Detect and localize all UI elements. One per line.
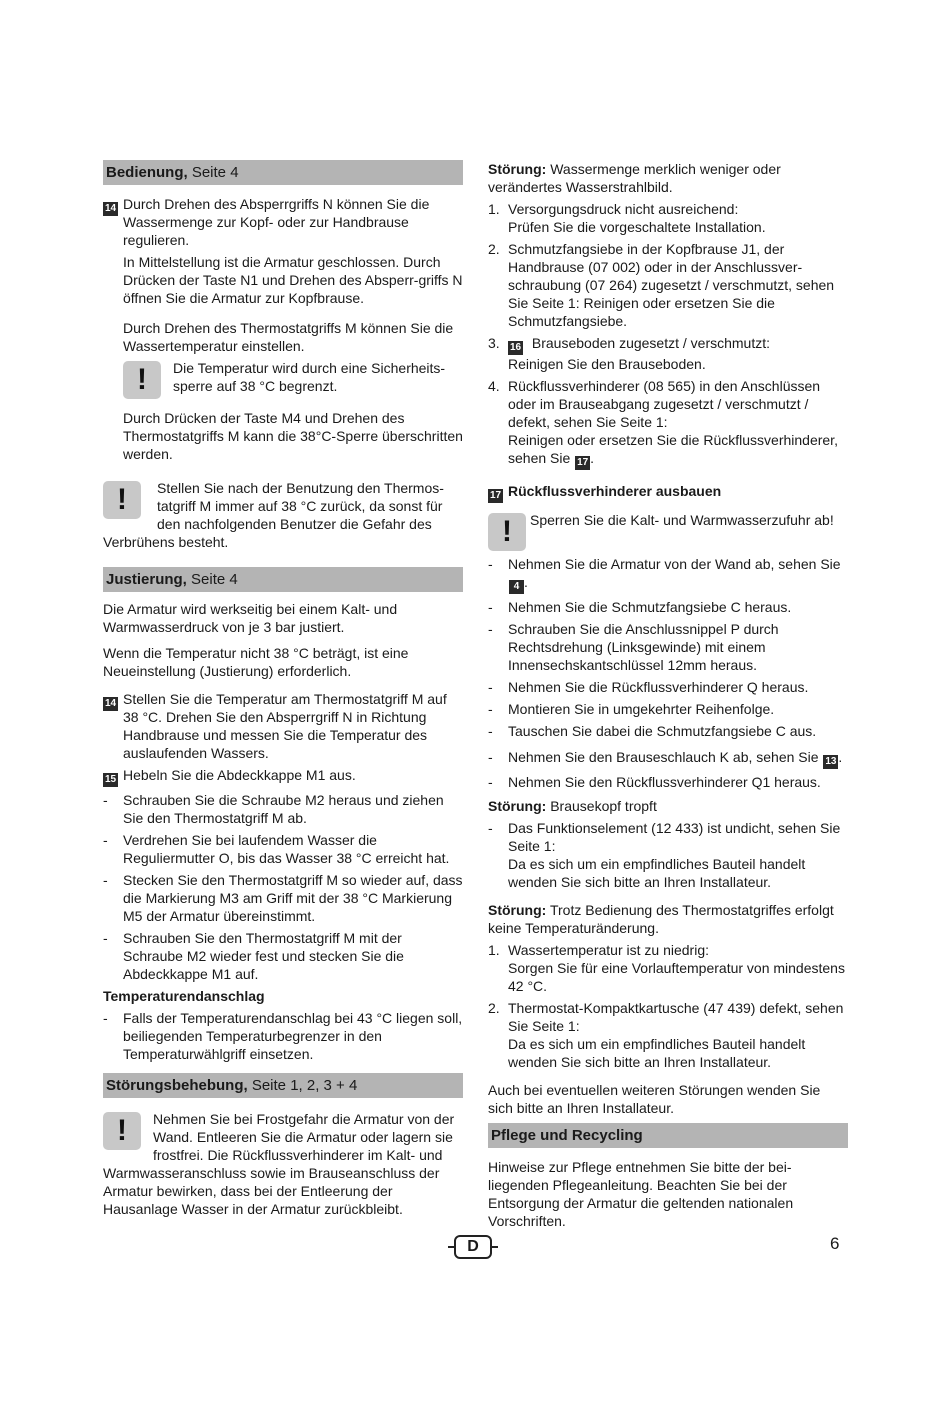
section-header-justierung: Justierung, Seite 4: [103, 567, 463, 592]
fault-heading: Störung: Trotz Bedienung des Thermostatgriffes erfolgt keine Temperaturänderung.: [488, 902, 834, 936]
page-number: 6: [830, 1234, 840, 1253]
section-header-bedienung: Bedienung, Seite 4: [103, 160, 463, 185]
figure-ref: 17: [489, 490, 502, 501]
list-item: - Nehmen Sie die Armatur von der Wand ab, sehen Sie 4 .: [488, 556, 841, 592]
paragraph: Durch Drücken der Taste M4 und Drehen des Thermostatgriffs M kann die 38°C-Sperre überschritten werden.: [123, 410, 463, 462]
list-item: - Schrauben Sie den Thermostatgriff M mit der Schraube M2 wieder fest und stecken Sie die Abdeckkappe M1 auf.: [103, 930, 404, 982]
warning-note: ! Stellen Sie nach der Benutzung den Thermos-tatgriff M immer auf 38 °C zurück, da sonst für den nachfolgenden Benutzer die Gefahr des Verbrühens besteht.: [103, 480, 444, 550]
figure-ref: 14: [104, 203, 117, 214]
list-item: - Tauschen Sie dabei die Schmutzfangsiebe C aus.: [488, 723, 817, 739]
section-header-pflege: Pflege und Recycling: [488, 1123, 848, 1148]
list-item: 1. Versorgungsdruck nicht ausreichend: Prüfen Sie die vorgeschaltete Installation.: [488, 201, 766, 235]
list-item: 3. 16 Brauseboden zugesetzt / verschmutzt: Reinigen Sie den Brauseboden.: [488, 335, 771, 372]
warning-note: ! Sperren Sie die Kalt- und Warmwasserzufuhr ab!: [488, 511, 848, 551]
figure-ref: 14: [104, 698, 117, 709]
list-item: 1. Wassertemperatur ist zu niedrig: Sorgen Sie für eine Vorlauftemperatur von mindestens 42 °C.: [488, 942, 845, 994]
list-item: - Nehmen Sie den Rückflussverhinderer Q1 heraus.: [488, 774, 821, 790]
list-item: - Schrauben Sie die Schraube M2 heraus und ziehen Sie den Thermostatgriff M ab.: [103, 792, 444, 826]
step-14: [103, 195, 463, 463]
exclamation-icon: !: [488, 513, 526, 551]
left-column: [103, 160, 463, 1218]
list-item: - Das Funktionselement (12 433) ist undicht, sehen Sie Seite 1: Da es sich um ein empfindliches Bauteil handelt wenden Sie sich bitte an Ihren Installateur.: [488, 820, 841, 890]
paragraph: Wenn die Temperatur nicht 38 °C beträgt, ist eine Neueinstellung (Justierung) erforderlich.: [103, 645, 409, 679]
paragraph: Durch Drehen des Thermostatgriffs M können Sie die Wassertemperatur einstellen.: [123, 320, 454, 354]
warning-note: ! Nehmen Sie bei Frostgefahr die Armatur von der Wand. Entleeren Sie die Armatur oder lagern sie frostfrei. Die Rückflussverhinderer im Kalt- und Warmwasseranschluss sowie im Brauseanschluss der Armatur bewirken, dass bei der Entleerung der Hausanlage Wasser in der Armatur zurückbleibt.: [103, 1111, 455, 1217]
language-badge: D: [454, 1235, 492, 1259]
section-header-stoerungsbehebung: Störungsbehebung, Seite 1, 2, 3 + 4: [103, 1073, 463, 1098]
list-item: - Nehmen Sie die Rückflussverhinderer Q heraus.: [488, 679, 809, 695]
list-item: - Falls der Temperaturendanschlag bei 43 °C liegen soll, beiliegenden Temperaturbegrenzer in den Temperaturwählgriff einsetzen.: [103, 1010, 463, 1062]
list-item: - Verdrehen Sie bei laufendem Wasser die Reguliermutter O, bis das Wasser 38 °C erreicht hat.: [103, 832, 450, 866]
paragraph: Durch Drehen des Absperrgriffs N können Sie die Wassermenge zur Kopf- oder zur Handbrause regulieren.: [123, 196, 430, 248]
list-item: - Nehmen Sie den Brauseschlauch K ab, sehen Sie 13 .: [488, 749, 843, 767]
step-15: 15 Hebeln Sie die Abdeckkappe M1 aus.: [104, 767, 356, 785]
figure-ref: 17: [577, 457, 589, 468]
figure-ref: 4: [509, 580, 524, 594]
list-item: 4. Rückflussverhinderer (08 565) in den Anschlüssen oder im Brauseabgang zugesetzt / verschmutzt / defekt, sehen Sie Seite 1: Reinigen oder ersetzen Sie die Rückflussverhinderer, sehen Sie 17 .: [488, 378, 838, 468]
paragraph: In Mittelstellung ist die Armatur geschlossen. Durch Drücken der Taste N1 und Drehen des Absperr-griffs N öffnen Sie die Armatur zur Kopfbrause.: [123, 254, 463, 306]
figure-ref: 13: [825, 756, 837, 767]
fault-heading: Störung: Brausekopf tropft: [488, 798, 657, 814]
list-item: 2. Schmutzfangsiebe in der Kopfbrause J1, der Handbrause (07 002) oder in der Anschlussver-schraubung (07 264) zugesetzt / verschmutzt, sehen Sie Seite 1: Reinigen oder ersetzen Sie die Schmutzfangsiebe.: [488, 241, 835, 329]
subheading: Temperaturendanschlag: [103, 988, 265, 1004]
step-14: 14 Stellen Sie die Temperatur am Thermostatgriff M auf 38 °C. Drehen Sie den Absperrgriff N in Richtung Handbrause und messen Sie die Temperatur des auslaufenden Wassers.: [104, 691, 447, 761]
paragraph: Auch bei eventuellen weiteren Störungen wenden Sie sich bitte an Ihren Installateur.: [488, 1082, 821, 1116]
list-item: - Montieren Sie in umgekehrter Reihenfolge.: [488, 701, 775, 717]
exclamation-icon: !: [103, 1112, 141, 1150]
exclamation-icon: !: [103, 481, 141, 519]
paragraph: Die Armatur wird werkseitig bei einem Kalt- und Warmwasserdruck von je 3 bar justiert.: [103, 601, 398, 635]
exclamation-icon: !: [123, 361, 161, 399]
subheading: 17 Rückflussverhinderer ausbauen: [489, 483, 722, 501]
list-item: - Stecken Sie den Thermostatgriff M so wieder auf, dass die Markierung M3 am Griff mit der 38 °C Markierung M5 der Armatur übereinstimmt.: [103, 872, 463, 924]
paragraph: Hinweise zur Pflege entnehmen Sie bitte der bei-liegenden Pflegeanleitung. Beachten Sie bei der Entsorgung der Armatur die geltenden nationalen Vorschriften.: [488, 1159, 794, 1229]
list-item: 2. Thermostat-Kompaktkartusche (47 439) defekt, sehen Sie Seite 1: Da es sich um ein empfindliches Bauteil handelt wenden Sie sich bitte an Ihren Installateur.: [488, 1000, 844, 1070]
list-item: - Nehmen Sie die Schmutzfangsiebe C heraus.: [488, 599, 792, 615]
warning-note: ! Die Temperatur wird durch eine Sicherheits-sperre auf 38 °C begrenzt.: [123, 359, 463, 399]
list-item: - Schrauben Sie die Anschlussnippel P durch Rechtsdrehung (Linksgewinde) mit einem Innensechskantschlüssel 12mm heraus.: [488, 621, 779, 673]
fault-heading: Störung: Wassermenge merklich weniger oder verändertes Wasserstrahlbild.: [488, 161, 781, 195]
figure-ref: 16: [509, 342, 522, 353]
right-column: [488, 160, 848, 1230]
figure-ref: 15: [104, 774, 117, 785]
